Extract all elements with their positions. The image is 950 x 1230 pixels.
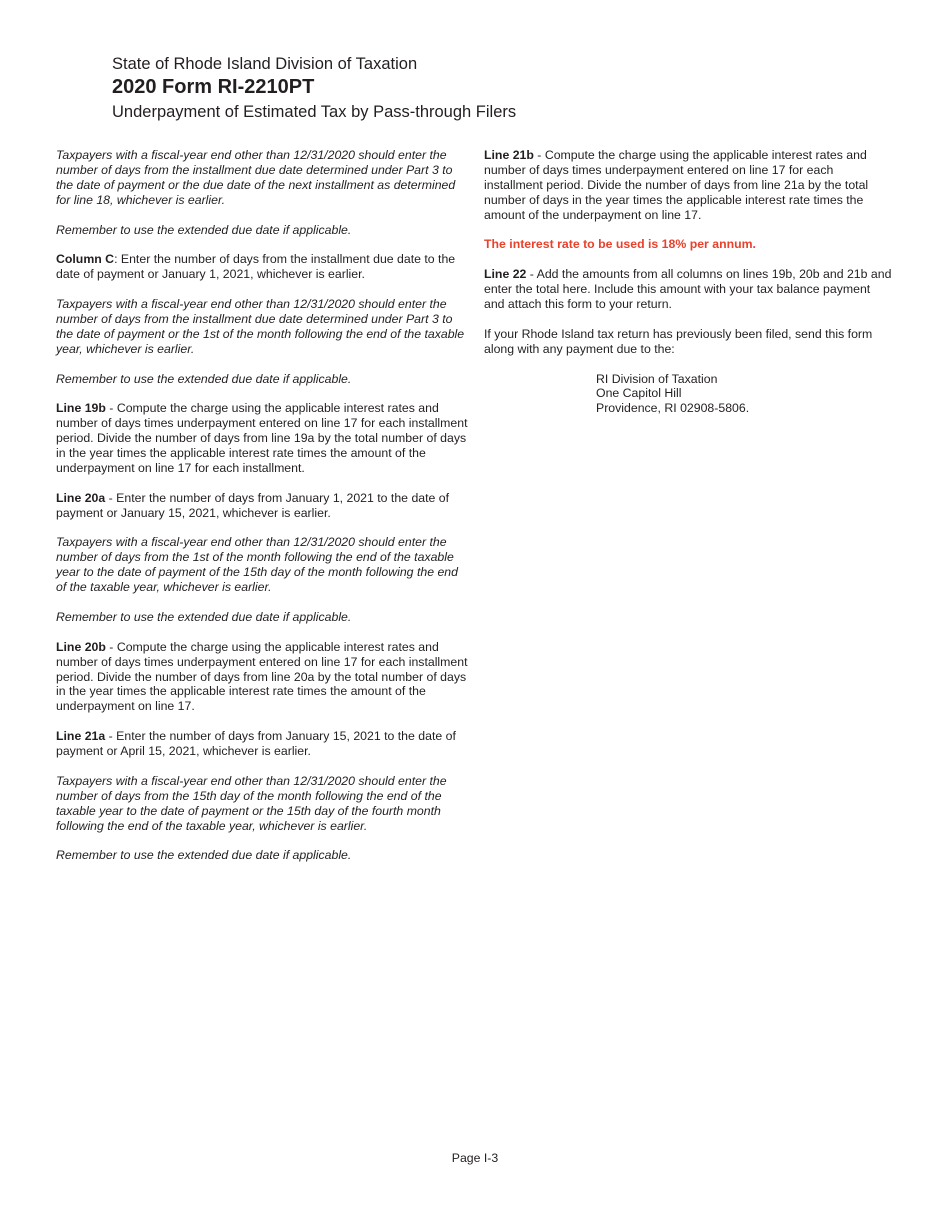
- document-header: [112, 54, 516, 123]
- line-21a-text: - Enter the number of days from January 15, 2021 to the date of payment or April 15, 2021, whichever is earlier.: [56, 729, 456, 759]
- form-subtitle: Underpayment of Estimated Tax by Pass-through Filers: [112, 103, 517, 121]
- line-19b-text: - Compute the charge using the applicable interest rates and number of days times underpayment entered on line 17 for each installment period. Divide the number of days from line 19a by the total number of days in the year times the applicable interest rate times the amount of the underpayment on line 17 for each installment.: [56, 401, 468, 475]
- line-20b-label: Line 20b: [56, 639, 106, 654]
- line-22-label: Line 22: [484, 267, 527, 282]
- left-column: [56, 148, 468, 878]
- fiscal-year-note-line-21a: Taxpayers with a fiscal-year end other than 12/31/2020 should enter the number of days from the 15th day of the month following the end of the taxable year to the date of payment or the 15th day of the fourth month following the end of the taxable year, whichever is earlier.: [56, 773, 447, 833]
- column-c-instruction: [56, 252, 468, 282]
- line-19b-instruction: [56, 401, 468, 476]
- address-line-1: RI Division of Taxation: [596, 371, 718, 386]
- line-20b-instruction: [56, 640, 468, 715]
- extended-due-date-note: Remember to use the extended due date if applicable.: [56, 371, 352, 386]
- right-column: [484, 148, 894, 416]
- mailing-instruction: If your Rhode Island tax return has previously been filed, send this form along with any payment due to the:: [484, 326, 873, 356]
- line-20b-text: - Compute the charge using the applicable interest rates and number of days times underpayment entered on line 17 for each installment period. Divide the number of days from line 20a by the total number of days in the year times the applicable interest rate times the amount of the underpayment on line 17.: [56, 639, 468, 714]
- line-21b-label: Line 21b: [484, 148, 534, 162]
- mailing-address: [596, 372, 894, 417]
- line-20a-label: Line 20a: [56, 490, 106, 505]
- line-20a-instruction: [56, 491, 468, 521]
- fiscal-year-note-line-20a: Taxpayers with a fiscal-year end other than 12/31/2020 should enter the number of days from the 1st of the month following the end of the taxable year to the date of payment of the 15th day of the month following the end of the taxable year, whichever is earlier.: [56, 535, 458, 595]
- fiscal-year-note-col-c: Taxpayers with a fiscal-year end other than 12/31/2020 should enter the number of days from the installment due date determined under Part 3 to the date of payment or the 1st of the month following the end of the taxable year, whichever is earlier.: [56, 297, 465, 356]
- extended-due-date-note: Remember to use the extended due date if applicable.: [56, 609, 352, 624]
- line-22-text: - Add the amounts from all columns on lines 19b, 20b and 21b and enter the total here. Include this amount with your tax balance payment and attach this form to your return.: [484, 267, 892, 312]
- extended-due-date-note: Remember to use the extended due date if applicable.: [56, 222, 352, 237]
- form-title: 2020 Form RI-2210PT: [112, 76, 315, 98]
- agency-name: State of Rhode Island Division of Taxation: [112, 55, 418, 73]
- column-c-text: : Enter the number of days from the installment due date to the date of payment or January 1, 2021, whichever is earlier.: [56, 252, 456, 282]
- line-21a-instruction: [56, 729, 468, 759]
- address-line-2: One Capitol Hill: [596, 386, 682, 401]
- interest-rate-notice: The interest rate to be used is 18% per annum.: [484, 237, 756, 252]
- line-21b-text: - Compute the charge using the applicable interest rates and number of days times underpayment entered on line 17 for each installment period. Divide the number of days from line 21a by the total number of days in the year times the applicable interest rate times the amount of the underpayment on line 17.: [484, 148, 869, 222]
- page-number: Page I-3: [451, 1151, 499, 1165]
- fiscal-year-note-col-b: Taxpayers with a fiscal-year end other than 12/31/2020 should enter the number of days from the installment due date determined under Part 3 to the date of payment or the due date of the next installment as determined for line 18, whichever is earlier.: [56, 148, 456, 207]
- line-20a-text: - Enter the number of days from January 1, 2021 to the date of payment or January 15, 2021, whichever is earlier.: [56, 490, 450, 520]
- line-21b-instruction: [484, 148, 894, 223]
- line-21a-label: Line 21a: [56, 729, 106, 744]
- line-22-instruction: [484, 267, 894, 312]
- line-19b-label: Line 19b: [56, 401, 106, 416]
- address-line-3: Providence, RI 02908-5806.: [596, 401, 750, 416]
- extended-due-date-note: Remember to use the extended due date if applicable.: [56, 848, 352, 863]
- column-c-label: Column C: [56, 252, 115, 267]
